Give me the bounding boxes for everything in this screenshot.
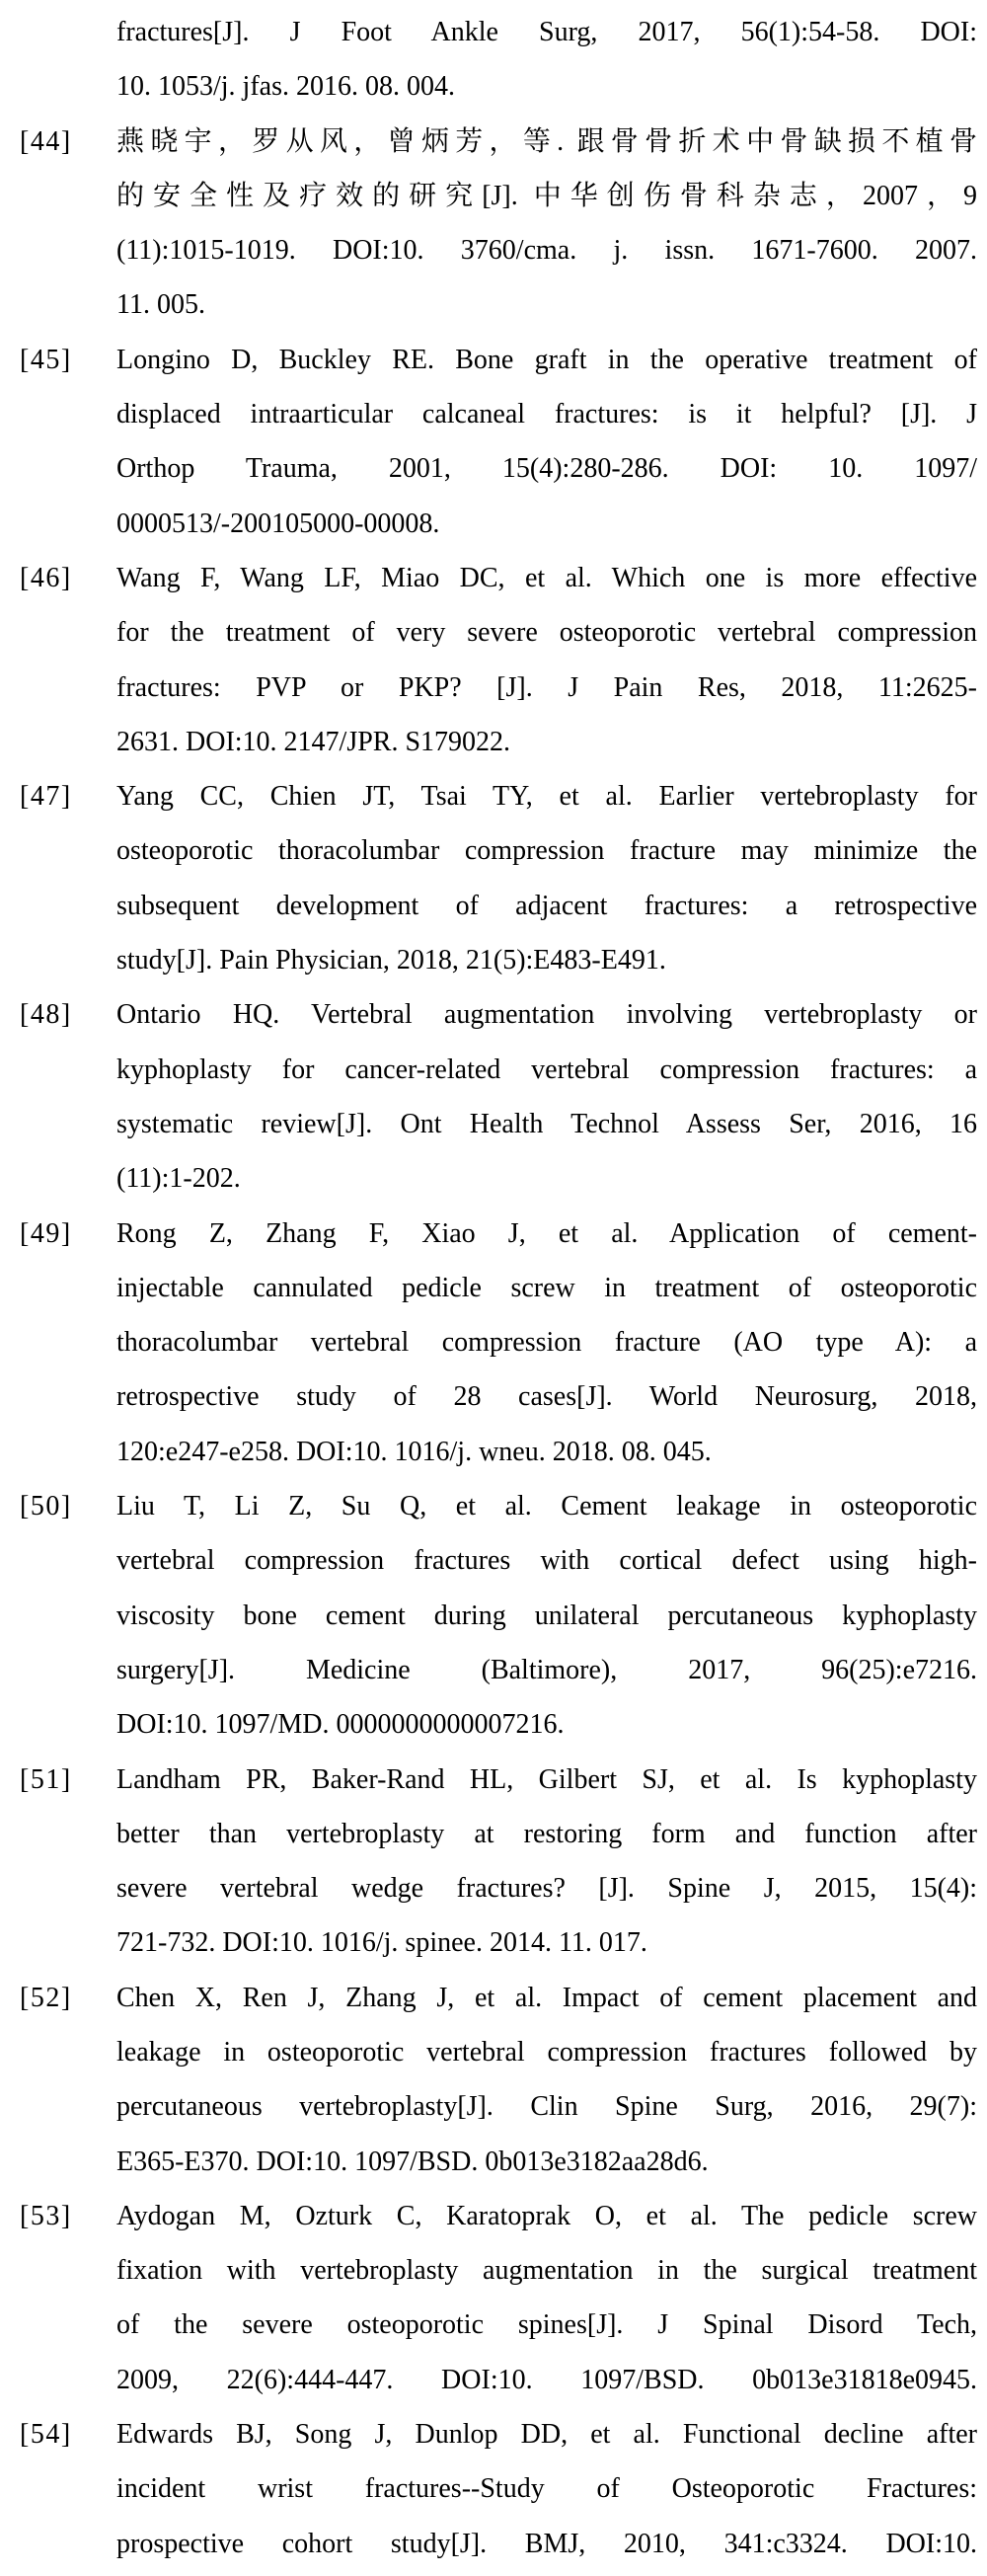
reference-line: 10. 1053/j. jfas. 2016. 08. 004. [116,71,455,103]
reference-line: vertebral compression fractures with cortical defect using high- [116,1545,977,1577]
reference-line: for the treatment of very severe osteoporotic vertebral compression [116,617,977,649]
reference-line: Longino D, Buckley RE. Bone graft in the operative treatment of [116,344,977,375]
reference-number: [53] [20,2200,72,2231]
reference-line: fractures[J]. J Foot Ankle Surg, 2017, 56(1):54-58. DOI: [116,17,977,47]
reference-line: study[J]. Pain Physician, 2018, 21(5):E483-E491. [116,945,666,976]
reference-number: [54] [20,2419,72,2451]
reference-line: surgery[J]. Medicine (Baltimore), 2017, 96(25):e7216. [116,1654,977,1685]
reference-line: Edwards BJ, Song J, Dunlop DD, et al. Functional decline after [116,2419,977,2451]
reference-line: (11):1-202. [116,1163,241,1195]
reference-entry [0,1971,987,2189]
reference-text [116,1207,987,1479]
reference-line: E365-E370. DOI:10. 1097/BSD. 0b013e3182aa28d6. [116,2146,709,2177]
reference-entry [0,1753,987,1971]
reference-line: DOI:10. 1097/MD. 0000000000007216. [116,1709,565,1741]
reference-entry [0,1479,987,1752]
reference-number: [49] [20,1217,72,1249]
reference-entry [0,551,987,769]
reference-number: [46] [20,562,72,593]
reference-entry [0,2189,987,2407]
reference-text [116,2189,987,2407]
reference-line: retrospective study of 28 cases[J]. World Neurosurg, 2018, [116,1381,977,1413]
reference-entry [0,769,987,987]
reference-text [116,333,987,551]
reference-line: injectable cannulated pedicle screw in treatment of osteoporotic [116,1272,977,1303]
reference-line: 0000513/-200105000-00008. [116,507,440,539]
reference-line: kyphoplasty for cancer-related vertebral compression fractures: a [116,1054,977,1085]
reference-line: Ontario HQ. Vertebral augmentation involving vertebroplasty or [116,999,977,1031]
reference-number: [50] [20,1491,72,1522]
reference-line: severe vertebral wedge fractures? [J]. Spine J, 2015, 15(4): [116,1873,977,1905]
reference-line: better than vertebroplasty at restoring form and function after [116,1818,977,1849]
reference-line: Aydogan M, Ozturk C, Karatoprak O, et al. The pedicle screw [116,2200,977,2231]
reference-text [116,1753,987,1971]
reference-line: 2009, 22(6):444-447. DOI:10. 1097/BSD. 0b013e31818e0945. [116,2364,977,2395]
reference-number: [44] [20,125,72,157]
reference-line: Wang F, Wang LF, Miao DC, et al. Which one is more effective [116,562,977,593]
reference-line: leakage in osteoporotic vertebral compression fractures followed by [116,2036,977,2068]
reference-line: prospective cohort study[J]. BMJ, 2010, 341:c3324. DOI:10. [116,2528,977,2559]
reference-number: [48] [20,999,72,1031]
reference-line: Liu T, Li Z, Su Q, et al. Cement leakage in osteoporotic [116,1491,977,1522]
reference-line: 2631. DOI:10. 2147/JPR. S179022. [116,726,511,757]
reference-text [116,551,987,769]
reference-text [116,769,987,987]
reference-line: fixation with vertebroplasty augmentation in the surgical treatment [116,2255,977,2287]
reference-line: 721-732. DOI:10. 1016/j. spinee. 2014. 11. 017. [116,1927,647,1959]
reference-line: systematic review[J]. Ont Health Technol Assess Ser, 2016, 16 [116,1108,977,1139]
reference-entry [0,2407,987,2571]
reference-text [116,2407,987,2571]
reference-entry [0,1207,987,1479]
reference-line: 燕晓宇，罗从风，曾炳芳，等. 跟骨骨折术中骨缺损不植骨 [116,125,977,157]
reference-text [116,1479,987,1752]
reference-line: of the severe osteoporotic spines[J]. J Spinal Disord Tech, [116,2309,977,2341]
reference-line: Rong Z, Zhang F, Xiao J, et al. Application of cement- [116,1217,977,1249]
reference-entry [0,5,987,115]
reference-number: [52] [20,1982,72,2013]
reference-line: percutaneous vertebroplasty[J]. Clin Spine Surg, 2016, 29(7): [116,2091,977,2123]
reference-number: [45] [20,344,72,375]
reference-line: Landham PR, Baker-Rand HL, Gilbert SJ, et al. Is kyphoplasty [116,1763,977,1795]
reference-number: [51] [20,1763,72,1795]
reference-line: incident wrist fractures--Study of Osteoporotic Fractures: [116,2473,977,2505]
reference-line: Yang CC, Chien JT, Tsai TY, et al. Earlier vertebroplasty for [116,781,977,813]
references-list [0,5,987,2571]
reference-line: osteoporotic thoracolumbar compression fracture may minimize the [116,835,977,867]
reference-text [116,5,987,115]
reference-number: [47] [20,781,72,813]
reference-line: (11):1015-1019. DOI:10. 3760/cma. j. issn. 1671-7600. 2007. [116,235,977,267]
reference-entry [0,115,987,333]
reference-line: 的安全性及疗效的研究[J]. 中华创伤骨科杂志，2007，9 [116,180,977,211]
reference-line: 11. 005. [116,289,205,321]
reference-text [116,987,987,1206]
reference-text [116,115,987,333]
reference-text [116,1971,987,2189]
reference-line: subsequent development of adjacent fractures: a retrospective [116,890,977,921]
reference-line: 120:e247-e258. DOI:10. 1016/j. wneu. 2018. 08. 045. [116,1436,712,1467]
reference-line: viscosity bone cement during unilateral percutaneous kyphoplasty [116,1600,977,1631]
reference-entry [0,987,987,1206]
reference-line: displaced intraarticular calcaneal fractures: is it helpful? [J]. J [116,399,977,430]
reference-line: thoracolumbar vertebral compression fracture (AO type A): a [116,1327,977,1359]
reference-line: Chen X, Ren J, Zhang J, et al. Impact of cement placement and [116,1982,977,2013]
reference-line: Orthop Trauma, 2001, 15(4):280-286. DOI: 10. 1097/ [116,453,977,485]
reference-line: fractures: PVP or PKP? [J]. J Pain Res, 2018, 11:2625- [116,671,977,703]
reference-entry [0,333,987,551]
